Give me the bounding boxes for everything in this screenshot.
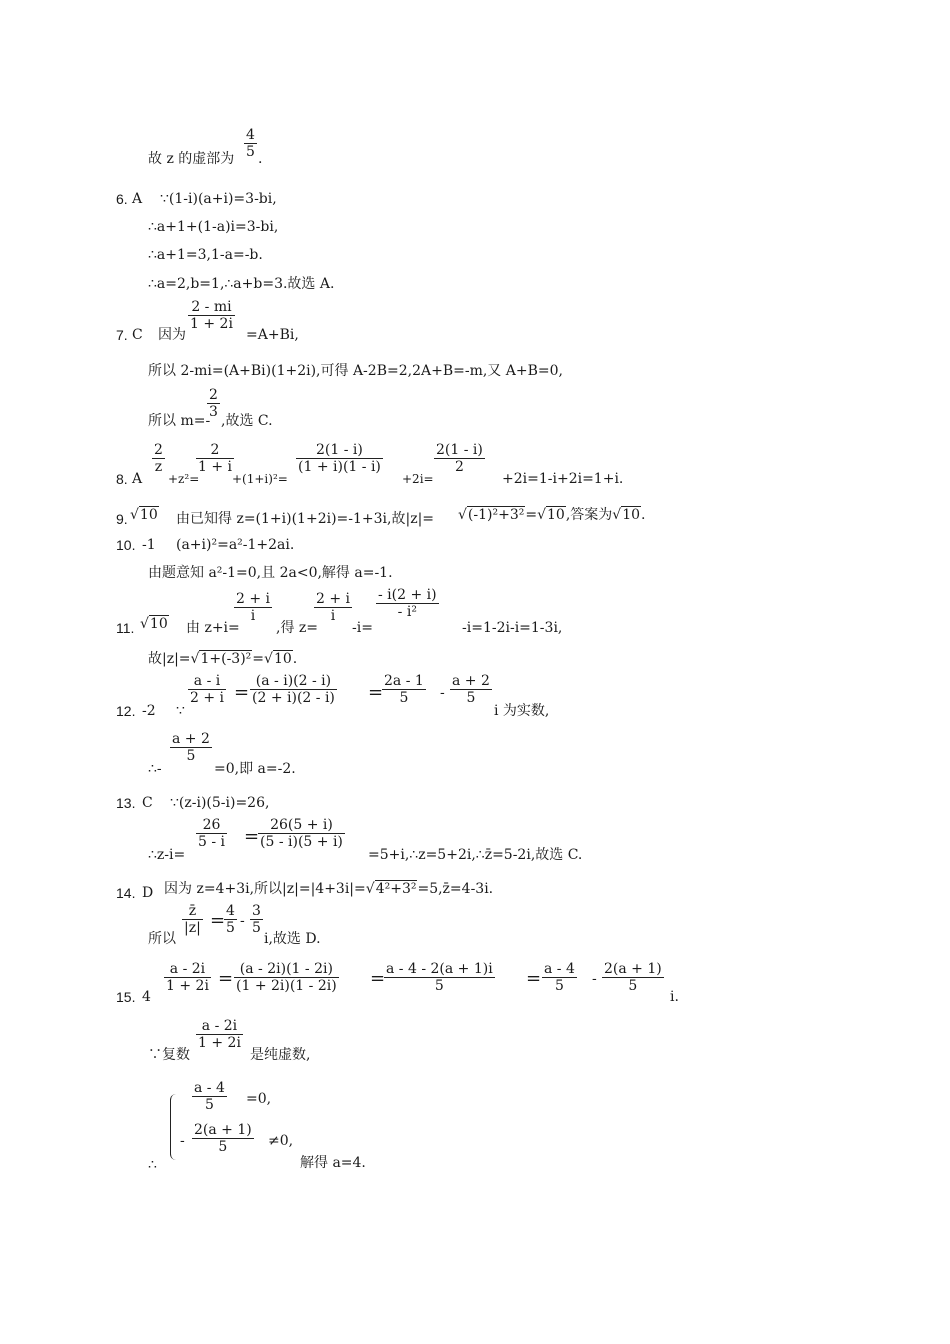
numerator: - i(2 + i): [378, 587, 437, 603]
sqrt: √10: [612, 507, 641, 523]
text: +2i=1-i+2i=1+i.: [502, 471, 624, 487]
denominator: 1 + i: [198, 459, 233, 475]
fraction: [376, 587, 439, 620]
numerator: 2: [154, 442, 163, 458]
denominator: (2 + i)(2 - i): [252, 690, 335, 706]
radicand: 10: [547, 507, 565, 523]
equals-sign: =: [370, 968, 386, 989]
fraction: [207, 387, 220, 420]
question-number: 10.: [116, 537, 136, 553]
numerator: (a - 2i)(1 - 2i): [239, 961, 333, 977]
math: √(-1)²+3²=√10,答案为√10.: [458, 507, 646, 523]
text: =: [252, 651, 265, 667]
text: .: [258, 151, 263, 167]
numerator: 2(a + 1): [604, 961, 662, 977]
denominator: 5: [252, 920, 261, 936]
answer-letter: C: [132, 327, 143, 343]
numerator: 4: [246, 127, 255, 143]
answer-value: 4: [142, 989, 151, 1005]
question-number: 13.: [116, 795, 136, 811]
text: 因为: [158, 327, 186, 343]
sqrt: √1+(-3)²: [190, 651, 252, 667]
denominator: 5: [186, 748, 196, 764]
radicand: 10: [622, 507, 641, 523]
fraction: [170, 731, 212, 764]
text: +2i=: [402, 472, 434, 486]
fraction: [164, 961, 211, 994]
numerator: 26(5 + i): [270, 817, 333, 833]
text: =0,即 a=-2.: [214, 761, 296, 777]
solution-line: ∵(z-i)(5-i)=26,: [170, 795, 270, 811]
radicand: 10: [139, 507, 158, 523]
text: ,答案为: [565, 507, 613, 523]
fraction: [250, 673, 337, 706]
solution-line: ∴a=2,b=1,∴a+b=3.故选 A.: [148, 276, 335, 292]
text: ∵: [176, 703, 185, 719]
numerator: a - 4: [194, 1080, 225, 1096]
radicand: (-1)²+3²: [467, 507, 525, 523]
fraction: [602, 961, 664, 994]
fraction: [434, 442, 485, 475]
fraction: [244, 127, 257, 160]
denominator: 5: [466, 690, 476, 706]
question-number: 7.: [116, 327, 128, 343]
denominator: 1 + 2i: [198, 1035, 241, 1051]
sqrt: √(-1)²+3²: [458, 507, 525, 523]
text: 因为 z=4+3i,所以|z|=|4+3i|=: [164, 881, 366, 897]
numerator: 26: [202, 817, 221, 833]
question-number: 14.: [116, 885, 136, 901]
numerator: 2 - mi: [191, 299, 232, 315]
equals-sign: =: [368, 682, 384, 703]
denominator: i: [330, 608, 336, 624]
numerator: z̄: [188, 903, 197, 919]
question-number: 15.: [116, 989, 136, 1005]
numerator: a + 2: [452, 673, 490, 689]
denominator: 5: [226, 920, 235, 936]
fraction: [234, 961, 339, 994]
text: i,故选 D.: [264, 931, 321, 947]
answer-value: -1: [142, 537, 156, 553]
question-number: 11.: [116, 620, 135, 636]
text: ≠0,: [268, 1133, 294, 1149]
numerator: a - 2i: [201, 1018, 238, 1034]
fraction: [234, 591, 272, 624]
question-number: 6.: [116, 191, 128, 207]
sqrt: √10: [130, 507, 158, 523]
numerator: (a - i)(2 - i): [255, 673, 332, 689]
solution-line: ∴a+1=3,1-a=-b.: [148, 247, 263, 263]
text: =0,: [246, 1091, 272, 1107]
math: [164, 880, 493, 898]
fraction: [192, 1122, 254, 1155]
question-number: 8.: [116, 471, 128, 487]
denominator: 5: [399, 690, 409, 706]
denominator: - i²: [397, 604, 417, 620]
question-number: 9.: [116, 511, 128, 527]
denominator: (1 + 2i)(1 - 2i): [236, 978, 337, 994]
answer-value: -2: [142, 703, 156, 719]
question-number: 12.: [116, 703, 136, 719]
numerator: 3: [252, 903, 261, 919]
text: ∴: [148, 1157, 157, 1173]
text: 故|z|=: [148, 651, 191, 667]
text: 是纯虚数,: [250, 1047, 311, 1063]
text: ,故选 C.: [221, 413, 273, 429]
solution-line: ∵(1-i)(a+i)=3-bi,: [160, 191, 277, 207]
text: =5+i,∴z=5+2i,∴z̄=5-2i,故选 C.: [368, 847, 583, 863]
text: -i=: [352, 620, 373, 636]
fraction: [196, 1018, 243, 1051]
minus-sign: -: [440, 685, 445, 701]
text: =: [525, 507, 538, 523]
fraction: [382, 673, 426, 706]
fraction: [188, 299, 235, 332]
fraction: [188, 673, 226, 706]
text-line: [148, 150, 234, 168]
answer-letter: A: [132, 191, 143, 207]
equals-sign: =: [234, 682, 250, 703]
text: i.: [670, 989, 679, 1005]
denominator: 2: [454, 459, 464, 475]
solution-line: 所以 2-mi=(A+Bi)(1+2i),可得 A-2B=2,2A+B=-m,又 A+B=0,: [148, 363, 563, 379]
fraction: [192, 1080, 227, 1113]
answer-letter: D: [142, 885, 154, 901]
numerator: 2 + i: [236, 591, 271, 607]
text: 由 z+i=: [186, 620, 240, 636]
text: .: [292, 651, 298, 667]
math: [148, 650, 297, 668]
answer-value: [130, 506, 159, 524]
fraction: [196, 817, 227, 850]
text: ∴z-i=: [148, 847, 186, 863]
radicand: 10: [273, 651, 292, 667]
fraction: [224, 903, 237, 936]
numerator: 2: [210, 442, 220, 458]
numerator: a + 2: [172, 731, 210, 747]
denominator: 5: [204, 1097, 214, 1113]
radicand: 4²+3²: [375, 881, 417, 897]
text: 所以: [148, 931, 176, 947]
numerator: a - 4: [544, 961, 575, 977]
numerator: a - 2i: [169, 961, 206, 977]
fraction: [258, 817, 345, 850]
text: -i=1-2i-i=1-3i,: [462, 620, 563, 636]
text: 解得 a=4.: [300, 1155, 366, 1171]
sqrt: √10: [537, 507, 565, 523]
text: ,得 z=: [276, 620, 319, 636]
equals-sign: =: [244, 826, 260, 847]
denominator: 5 - i: [198, 834, 226, 850]
fraction: [250, 903, 263, 936]
numerator: 2: [209, 387, 218, 403]
denominator: 5: [554, 978, 564, 994]
numerator: a - 4 - 2(a + 1)i: [386, 961, 493, 977]
text: ∴-: [148, 761, 162, 777]
answer-letter: A: [132, 471, 143, 487]
denominator: 5: [628, 978, 638, 994]
numerator: 2(1 - i): [316, 442, 363, 458]
text: i 为实数,: [494, 703, 550, 719]
radicand: 10: [149, 616, 168, 632]
text: ∵复数: [148, 1047, 190, 1063]
numerator: 2(1 - i): [436, 442, 483, 458]
fraction: [152, 442, 165, 475]
equals-sign: =: [218, 968, 234, 989]
denominator: 1 + 2i: [190, 316, 233, 332]
numerator: a - i: [193, 673, 221, 689]
text: 所以 m=-: [148, 413, 211, 429]
fraction: [384, 961, 495, 994]
equals-sign: =: [526, 968, 542, 989]
text: 由已知得 z=(1+i)(1+2i)=-1+3i,故|z|=: [176, 511, 435, 527]
denominator: 5: [218, 1139, 228, 1155]
denominator: (5 - i)(5 + i): [260, 834, 343, 850]
denominator: 5: [434, 978, 444, 994]
answer-value: [140, 615, 169, 633]
numerator: 2(a + 1): [194, 1122, 252, 1138]
denominator: |z|: [184, 920, 201, 936]
numerator: 2a - 1: [384, 673, 424, 689]
text: =5,z̄=4-3i.: [417, 881, 494, 897]
text: +(1+i)²=: [232, 472, 288, 486]
denominator: z: [154, 459, 163, 475]
denominator: 5: [246, 144, 255, 160]
solution-line: 由题意知 a²-1=0,且 2a<0,解得 a=-1.: [148, 565, 393, 581]
fraction: [450, 673, 492, 706]
minus-sign: -: [592, 971, 597, 987]
solution-line: (a+i)²=a²-1+2ai.: [176, 537, 295, 553]
text: +z²=: [168, 472, 200, 486]
answer-letter: C: [142, 795, 153, 811]
fraction: [542, 961, 577, 994]
radicand: 1+(-3)²: [200, 651, 252, 667]
denominator: 1 + 2i: [166, 978, 209, 994]
text: =A+Bi,: [246, 327, 299, 343]
minus-sign: -: [240, 913, 245, 929]
sqrt: √4²+3²: [365, 881, 417, 897]
text: 故 z 的虚部为: [148, 151, 235, 167]
numerator: 2 + i: [316, 591, 351, 607]
numerator: 4: [226, 903, 235, 919]
minus-sign: -: [180, 1133, 185, 1149]
fraction: [182, 903, 203, 936]
denominator: 3: [209, 404, 218, 420]
solution-line: ∴a+1+(1-a)i=3-bi,: [148, 219, 279, 235]
fraction: [314, 591, 352, 624]
denominator: i: [250, 608, 256, 624]
brace: [170, 1094, 177, 1160]
sqrt: √10: [140, 616, 168, 632]
fraction: [196, 442, 234, 475]
equals-sign: =: [210, 910, 226, 931]
denominator: 2 + i: [190, 690, 225, 706]
fraction: [296, 442, 383, 475]
denominator: (1 + i)(1 - i): [298, 459, 381, 475]
sqrt: √10: [264, 651, 292, 667]
